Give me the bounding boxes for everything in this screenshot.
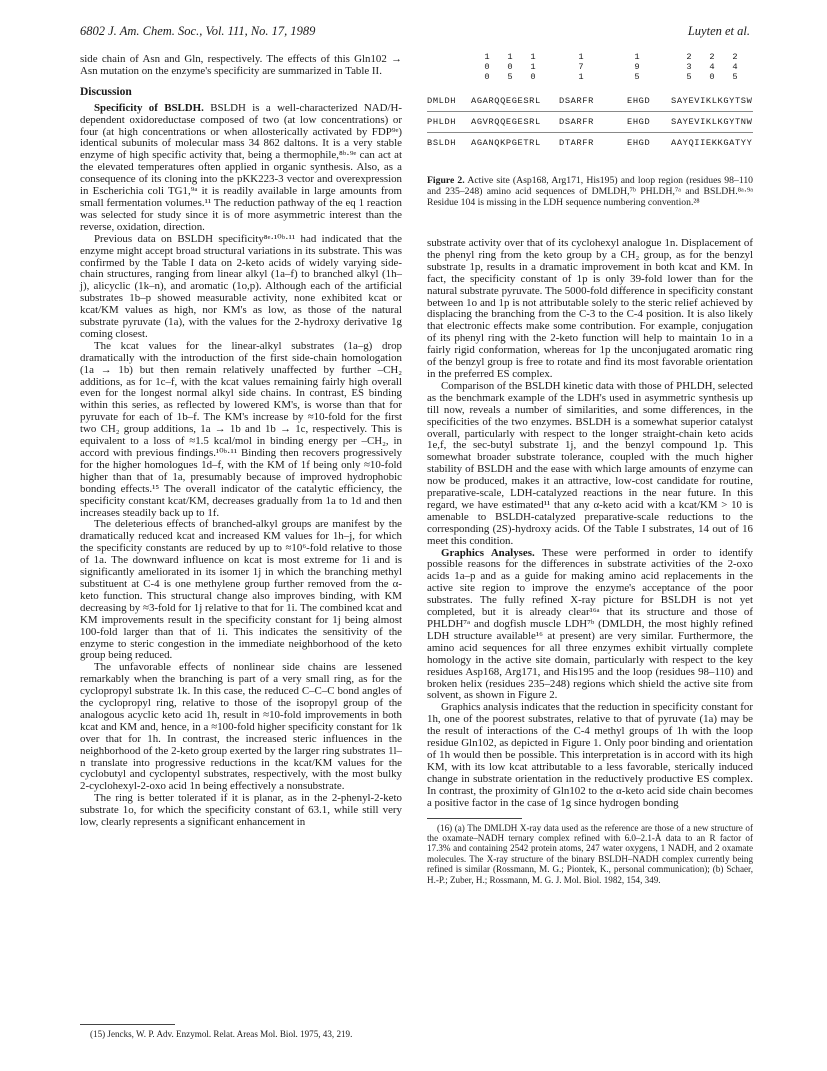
runin-heading-specificity: Specificity of BSLDH. (94, 101, 204, 114)
paragraph-kcat-linear: The kcat values for the linear-alkyl substrates (1a–g) drop dramatically with the introduction of the first side-chain homologation (1a → 1b) but then remain relatively unaffected by further –CH₂ additions, as for 1c–f, with the kcat values remaining fairly high overall even for the longest normal alkyl side chains. In contrast, ES binding within this series, as reflected by lowered KM's, is worse than that for pyruvate for each of 1b–f. The KM's increase by ≈10-fold for the first two CH₂ group additions, 1a → 1b and 1b → 1c, respectively. This is equivalent to a loss of ≈1.5 kcal/mol in binding energy per –CH₂, in accord with previous findings.¹⁰ᵇ·¹¹ Binding then recovers progressively for the higher homologues 1d–f, with the KM of 1f being only ≈10-fold higher than that of 1a, presumably because of improved hydrophobic bonding effects.¹⁵ The overall indicator of the catalytic efficiency, the specificity constant kcat/KM, decreases gradually from 1a to 1d and then increases steadily back up to 1f. (80, 339, 402, 519)
residue-number-digit: 7 (578, 62, 584, 72)
sequence-segment: EHGD (627, 117, 651, 127)
paragraph-graphics-analysis: Graphics analysis indicates that the reduction in specificity constant for 1h, one of the poorest substrates, relative to that of pyruvate (1a) may be the result of interactions of the C-4 methyl groups of 1h with the loop residue Gln102, as depicted in Figure 1. Only poor binding and orientation of 1h would then be possible. This interpretation is in accord with its high KM, with its low kcat attributable to a less favorable, sterically induced change in substrate orientation in the reductively productive ES complex. In contrast, the proximity of Gln102 to the α-keto acid side chain becomes a positive factor in the case of 1g since hydrogen bonding (427, 701, 753, 809)
sequence-row (427, 96, 753, 108)
row-divider (427, 132, 753, 133)
footnote-rule (80, 1024, 175, 1025)
residue-number-digit: 0 (484, 62, 490, 72)
footnote-16: (16) (a) The DMLDH X-ray data used as the reference are those of a new structure of the oxamate–NADH ternary complex refined with 6.0–2.1-Å data to an R factor of 17.3% and containing 2542 protein atoms, 247 water oxygens, 1 NADH, and 2 oxamate molecules. The X-ray structure of the binary BSLDH–NADH complex currently being refined is similar (Rossmann, M. G.; Piontek, K., personal communication); (b) Schaer, H.-P.; Zuber, H.; Rossmann, M. G. J. Mol. Biol. 1982, 154, 349. (427, 822, 753, 885)
sequence-segment: AGVRQQEGESRL (471, 117, 541, 127)
residue-number-digit: 1 (578, 72, 584, 82)
footnote-rule-right (427, 818, 522, 819)
enzyme-name: PHLDH (427, 117, 457, 127)
sequence-segment: AAYQIIEKKGATYY (671, 138, 753, 148)
figure-2 (427, 52, 753, 208)
sequence-segment: DTARFR (559, 138, 594, 148)
paragraph-nonlinear: The unfavorable effects of nonlinear side chains are lessened remarkably when the branching is part of a very small ring, as for the cyclopropyl substrate 1k. In this case, the reduced C–C–C bond angles of the cyclopropyl ring, relative to those of the isopropyl group of the analogous acyclic keto acid 1h, result in ≈10-fold improvements in both kcat and KM and, hence, in a ≈100-fold higher specificity constant for 1k over that for 1h. In contrast, the increased steric influences in the neighborhood of the 2-keto group exerted by the larger ring substrates 1l–n translate into progressive reductions in the kcat/KM values for the cyclobutyl and cyclopentyl substrates, respectively, with the most bulky 2-cyclohexyl-2-oxo acid 1n being effectively a nonsubstrate. (80, 661, 402, 793)
paragraph-substrate-activity: substrate activity over that of its cyclohexyl analogue 1n. Displacement of the phenyl ring from the keto group by a CH₂ group, as for the benzyl substrate 1p, results in a dramatic improvement in both kcat and KM. In fact, the specificity constant of 1p is only 39-fold lower than for the natural substrate pyruvate. The 5000-fold difference in specificity constant between 1o and 1p is not attributable solely to the steric relief achieved by displacing the branching from the C-3 to the C-4 position. It is also likely that electronic effects make some contribution. For example, conjugation of its phenyl ring with the 2-keto function will help to maintain 1o in a fairly rigid conformation, whereas for 1p the unconjugated aromatic ring of the benzyl group is free to rotate and find its most favorable orientation in the preferred ES complex. (427, 237, 753, 380)
authors-header: Luyten et al. (687, 24, 750, 38)
figure-2-label: Figure 2. (427, 175, 465, 186)
sequence-segment: EHGD (627, 96, 651, 106)
sequence-segment: DSARFR (559, 117, 594, 127)
sequence-segment: DSARFR (559, 96, 594, 106)
residue-number-digit: 5 (507, 72, 513, 82)
residue-number-digit: 1 (530, 52, 536, 62)
right-column (427, 238, 753, 885)
residue-number-digit: 3 (686, 62, 692, 72)
runin-heading-graphics: Graphics Analyses. (441, 546, 535, 559)
residue-number-digit: 2 (686, 52, 692, 62)
residue-number-digit: 1 (507, 52, 513, 62)
row-divider (427, 111, 753, 112)
sequence-segment: SAYEVIKLKGYTSW (671, 96, 753, 106)
sequence-row (427, 117, 753, 129)
sequence-segment: AGANQKPGETRL (471, 138, 541, 148)
paragraph-graphics-text: These were performed in order to identify possible reasons for the differences in substrate activities of the 2-oxo acids 1a–p and as a guide for making amino acid replacements in the active site region to improve the enzyme's acceptance of the poor substrates. The fully refined X-ray picture for BSLDH is not yet completed, but it is already clear¹⁶ᵃ that its structure and those of PHLDH⁷ᵃ and dogfish muscle LDH⁷ᵇ (DMLDH, the most highly refined LDH structure available¹⁶ at present) are very similar. Furthermore, the amino acid sequences for all three enzymes exhibit virtually complete homology in the active site domain, particularly with respect to the key residues Asp168, Arg171, and His195 and the loop (residues 98–110) and broken helix (residues 235–248) regions which shield the active site from solvent, as shown in Figure 2. (427, 546, 753, 702)
paragraph-specificity-text: BSLDH is a well-characterized NAD/H-dependent oxidoreductase composed of two (at low concentrations) or four (at high concentrations or when allosterically activated by FDP⁹ᵉ) identical subunits of molecular mass 34 862 daltons. It is a very stable enzyme of high specific activity that, being a thermophile,⁸ᵇ·⁹ᵉ can act at the elevated temperatures often applied in organic synthesis. Also, as a consequence of its cloning into the pKK223-3 vector and overexpression in Escherichia coli TG1,⁹ᵃ it is readily available in large amounts from small fermentation volumes.¹¹ The reduction pathway of the eq 1 reaction was selected for study since it is of more asymmetric interest than the reverse, oxidation, direction. (80, 101, 402, 233)
sequence-alignment-table (427, 52, 753, 167)
residue-number-digit: 4 (732, 62, 738, 72)
paragraph-branched-alkyl: The deleterious effects of branched-alkyl groups are manifest by the dramatically reduced kcat and increased KM values for 1h–j, for which the specificity constants are reduced by up to ≈10⁶-fold relative to those of 1a. The downward influence on kcat is most extreme for 1i and is significantly ameliorated in its isomer 1j in which the branching methyl substituent at C-4 is one methylene group further removed from the α-keto function. This structural change also improves binding, with KM decreasing by ≈3-fold for 1j relative to that for 1i. The combined kcat and KM improvements result in the specificity constant for 1j being almost 100-fold larger than that of 1i. This indicates the sensitivity of the enzyme to steric congestion in the immediate neighborhood of the keto group being reduced. (80, 518, 402, 662)
residue-number-digit: 5 (686, 72, 692, 82)
residue-number-digit: 5 (732, 72, 738, 82)
enzyme-name: BSLDH (427, 138, 457, 148)
residue-number-digit: 1 (484, 52, 490, 62)
figure-2-caption (427, 175, 753, 208)
journal-citation-header: 6802 J. Am. Chem. Soc., Vol. 111, No. 17, 1989 (80, 24, 316, 38)
residue-number-digit: 2 (732, 52, 738, 62)
paragraph-planar-ring: The ring is better tolerated if it is planar, as in the 2-phenyl-2-keto substrate 1o, for which the specificity constant of 63.1, while still very low, clearly represents a significant enhancement in (80, 792, 402, 829)
section-title-discussion: Discussion (80, 85, 132, 98)
sequence-row (427, 138, 753, 150)
residue-number-digit: 5 (634, 72, 640, 82)
residue-number-digit: 0 (530, 72, 536, 82)
sequence-segment: AGARQQEGESRL (471, 96, 541, 106)
paragraph-comparison: Comparison of the BSLDH kinetic data with those of PHLDH, selected as the benchmark example of the LDH's used in asymmetric synthesis up till now, reveals a number of similarities, and some differences, in the specificities of the two enzymes. BSLDH is a somewhat superior catalyst overall, particularly with respect to the longer straight-chain keto acids 1e,f, the sec-butyl substrate 1j, and the benzyl compound 1p. This somewhat broader substrate tolerance, coupled with the much higher stability of BSLDH and the ease with which large amounts of enzyme can now be produced, makes it an attractive, low-cost candidate for routine, preparative-scale, LDH-catalyzed reactions in the near future. In this regard, we have estimated¹¹ that any α-keto acid with a kcat/KM > 10 is amenable to BSLDH-catalyzed preparative-scale reductions to the corresponding (2S)-hydroxy acids. Of the Table I substrates, 14 out of 16 meet this condition. (427, 379, 753, 547)
residue-number-digit: 1 (530, 62, 536, 72)
footnote-15: (15) Jencks, W. P. Adv. Enzymol. Relat. Areas Mol. Biol. 1975, 43, 219. (90, 1029, 353, 1039)
residue-number-digit: 0 (709, 72, 715, 82)
sequence-segment: SAYEVIKLKGYTNW (671, 117, 753, 127)
residue-number-digit: 0 (507, 62, 513, 72)
paragraph-graphics (427, 548, 753, 703)
paragraph-specificity (80, 103, 402, 234)
residue-number-digit: 0 (484, 72, 490, 82)
paragraph-previous-data: Previous data on BSLDH specificity⁸ᵉ·¹⁰ᵇ·¹¹ had indicated that the enzyme might accept broad structural variations in its substrate. This was confirmed by the Table I data on 2-keto acids of widely varying side-chain structures, ranging from linear alkyl (1a–f) to branched alkyl (1h–j), alicyclic (1k–n), and aromatic (1o,p). Although each of the artificial substrates 1b–p showed measurable activity, none exhibited kcat or kcat/KM values as high, nor KM's as low, as those of the natural substrate pyruvate (1a), with the values for the 2-hydroxy derivative 1g coming closest. (80, 232, 402, 340)
left-footnote-area (80, 1024, 402, 1039)
figure-2-caption-text: Active site (Asp168, Arg171, His195) and loop region (residues 98–110 and 235–248) amino acid sequences of DMLDH,⁷ᵇ PHLDH,⁷ᵃ and BSLDH.⁸ᵃ·⁹ᵃ Residue 104 is missing in the LDH sequence numbering convention.²⁸ (427, 175, 754, 208)
residue-number-digit: 2 (709, 52, 715, 62)
left-column (80, 54, 402, 829)
residue-number-digit: 1 (634, 52, 640, 62)
residue-number-digit: 9 (634, 62, 640, 72)
sequence-segment: EHGD (627, 138, 651, 148)
residue-number-digit: 1 (578, 52, 584, 62)
residue-number-digit: 4 (709, 62, 715, 72)
enzyme-name: DMLDH (427, 96, 457, 106)
running-header (80, 24, 750, 40)
paragraph-intro: side chain of Asn and Gln, respectively. The effects of this Gln102 → Asn mutation on the enzyme's specificity are summarized in Table II. (80, 53, 402, 77)
